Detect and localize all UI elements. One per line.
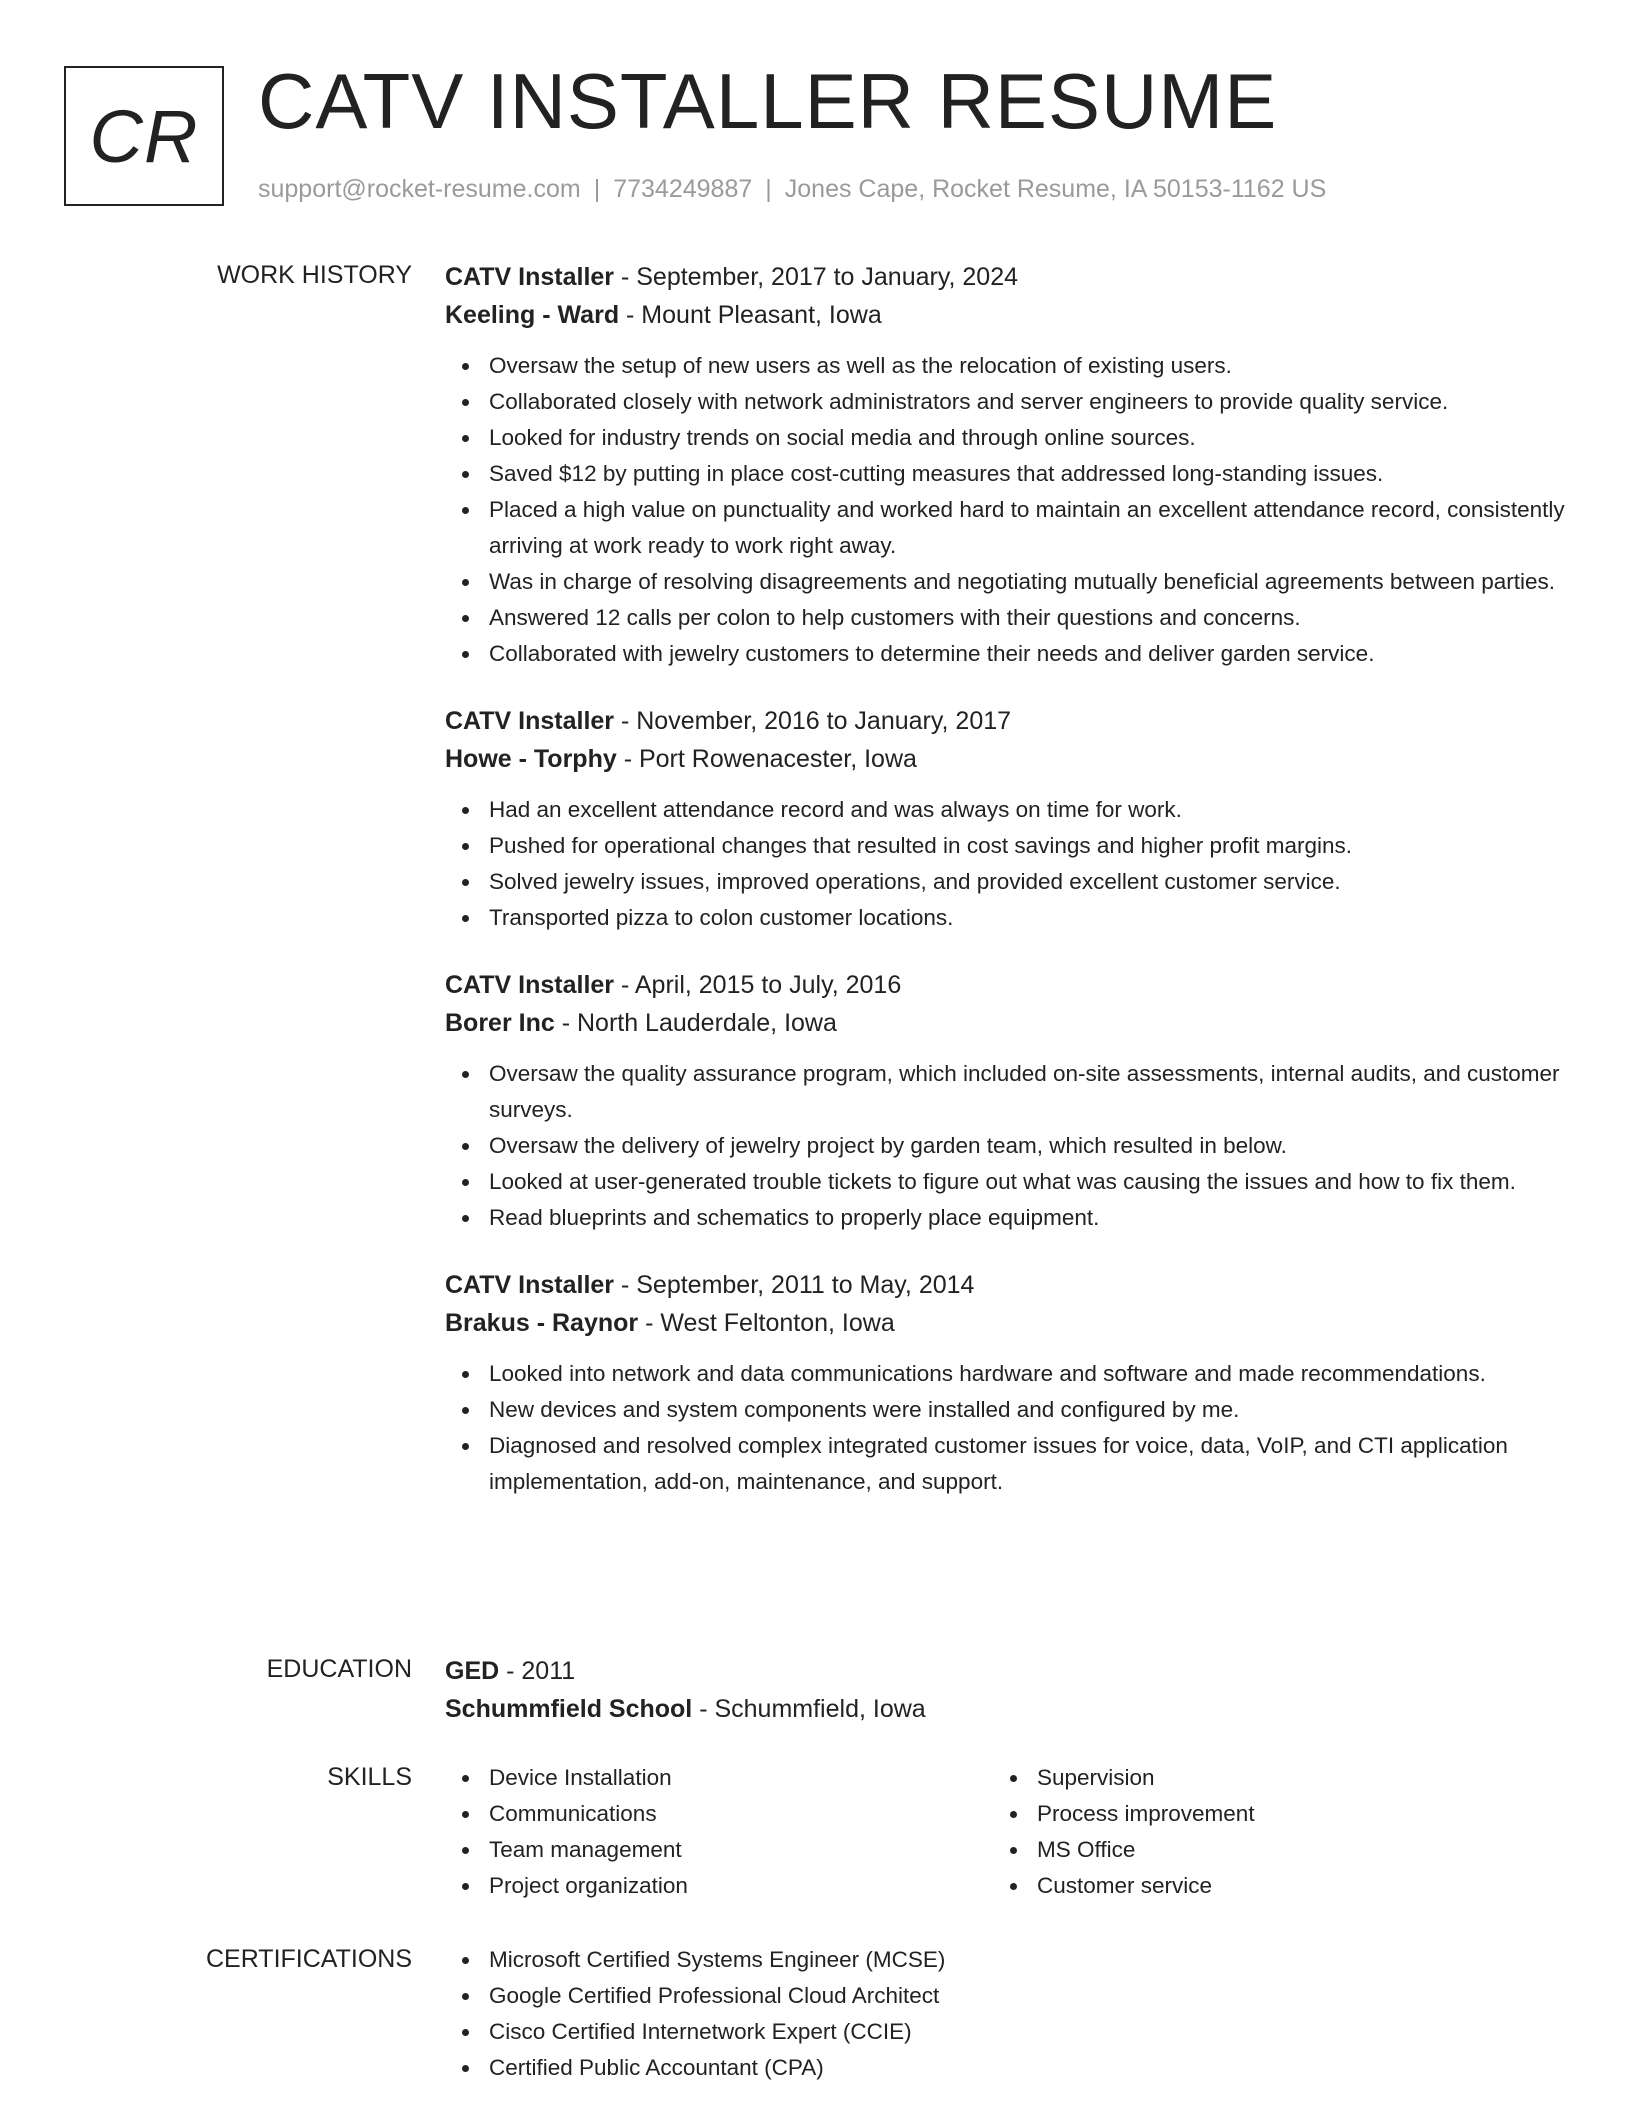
job-title: CATV Installer: [445, 971, 615, 999]
list-item: Had an excellent attendance record and was always on time for work.: [445, 792, 1565, 828]
skills-grid: [445, 1760, 1565, 1904]
list-item: Oversaw the quality assurance program, which included on-site assessments, internal audits, and customer surveys.: [445, 1056, 1565, 1128]
certification-item: Google Certified Professional Cloud Architect: [445, 1978, 1565, 2014]
contact-separator: |: [765, 175, 772, 203]
section-label-education: EDUCATION: [266, 1655, 412, 1683]
section-label-certifications: CERTIFICATIONS: [205, 1945, 412, 1973]
education-degree: GED: [445, 1657, 500, 1685]
job-bullets: [445, 792, 1565, 936]
list-item: Looked for industry trends on social media and through online sources.: [445, 420, 1565, 456]
job-title-line: [445, 258, 1565, 296]
list-item: Diagnosed and resolved complex integrated customer issues for voice, data, VoIP, and CTI application implementation, add-on, maintenance, and support.: [445, 1428, 1565, 1500]
job-company: Howe - Torphy: [445, 745, 617, 773]
certification-item: Microsoft Certified Systems Engineer (MCSE): [445, 1942, 1565, 1978]
contact-separator: |: [593, 175, 601, 203]
job-location: - Port Rowenacester, Iowa: [616, 745, 917, 773]
job-company-line: [445, 296, 1565, 334]
skill-item: MS Office: [993, 1832, 1541, 1868]
job-company-line: [445, 1304, 1565, 1342]
job-location: - North Lauderdale, Iowa: [554, 1009, 837, 1037]
skill-item: Device Installation: [445, 1760, 993, 1796]
job-dates: - November, 2016 to January, 2017: [614, 707, 1012, 735]
job-location: - West Feltonton, Iowa: [638, 1309, 895, 1337]
list-item: Looked at user-generated trouble tickets to figure out what was causing the issues and how to fix them.: [445, 1164, 1565, 1200]
job-entry: [445, 966, 1565, 1236]
list-item: Placed a high value on punctuality and worked hard to maintain an excellent attendance record, consistently arriving at work ready to work right away.: [445, 492, 1565, 564]
list-item: Collaborated closely with network administrators and server engineers to provide quality service.: [445, 384, 1565, 420]
job-entry: [445, 258, 1565, 672]
job-location: - Mount Pleasant, Iowa: [619, 301, 882, 329]
skills-column-right: [993, 1760, 1541, 1904]
job-title-line: [445, 1266, 1565, 1304]
job-company: Brakus - Raynor: [445, 1309, 639, 1337]
job-title-line: [445, 702, 1565, 740]
job-title: CATV Installer: [445, 707, 615, 735]
list-item: Was in charge of resolving disagreements and negotiating mutually beneficial agreements between parties.: [445, 564, 1565, 600]
job-bullets: [445, 1356, 1565, 1500]
certification-item: Certified Public Accountant (CPA): [445, 2050, 1565, 2086]
list-item: Pushed for operational changes that resulted in cost savings and higher profit margins.: [445, 828, 1565, 864]
monogram-logo: CR: [64, 66, 224, 206]
job-title-line: [445, 966, 1565, 1004]
job-entry: [445, 1266, 1565, 1500]
skill-item: Communications: [445, 1796, 993, 1832]
education-degree-line: [445, 1652, 1565, 1690]
contact-email: support@rocket-resume.com: [258, 175, 581, 203]
education-entry: [445, 1652, 1565, 1728]
contact-phone: 7734249887: [613, 175, 753, 203]
skill-item: Process improvement: [993, 1796, 1541, 1832]
job-title: CATV Installer: [445, 1271, 615, 1299]
list-item: Saved $12 by putting in place cost-cutting measures that addressed long-standing issues.: [445, 456, 1565, 492]
list-item: Answered 12 calls per colon to help customers with their questions and concerns.: [445, 600, 1565, 636]
list-item: Oversaw the delivery of jewelry project by garden team, which resulted in below.: [445, 1128, 1565, 1164]
skill-item: Project organization: [445, 1868, 993, 1904]
list-item: Oversaw the setup of new users as well as the relocation of existing users.: [445, 348, 1565, 384]
certifications-list: [445, 1942, 1565, 2086]
job-company-line: [445, 1004, 1565, 1042]
list-item: Read blueprints and schematics to properly place equipment.: [445, 1200, 1565, 1236]
certification-item: Cisco Certified Internetwork Expert (CCIE): [445, 2014, 1565, 2050]
job-bullets: [445, 1056, 1565, 1236]
section-label-skills: SKILLS: [327, 1763, 412, 1791]
education-school-line: [445, 1690, 1565, 1728]
skill-item: Team management: [445, 1832, 993, 1868]
contact-address: Jones Cape, Rocket Resume, IA 50153-1162 US: [784, 175, 1327, 203]
list-item: Looked into network and data communications hardware and software and made recommendations.: [445, 1356, 1565, 1392]
job-entry: [445, 702, 1565, 936]
education-location: - Schummfield, Iowa: [692, 1695, 926, 1723]
job-company: Borer Inc: [445, 1009, 555, 1037]
job-company: Keeling - Ward: [445, 301, 620, 329]
education-year: - 2011: [499, 1657, 576, 1685]
page-title: CATV INSTALLER RESUME: [258, 57, 1278, 145]
skill-item: Customer service: [993, 1868, 1541, 1904]
job-title: CATV Installer: [445, 263, 615, 291]
list-item: Collaborated with jewelry customers to determine their needs and deliver garden service.: [445, 636, 1565, 672]
contact-info: [258, 174, 1326, 204]
skill-item: Supervision: [993, 1760, 1541, 1796]
list-item: Solved jewelry issues, improved operations, and provided excellent customer service.: [445, 864, 1565, 900]
job-dates: - September, 2017 to January, 2024: [614, 263, 1018, 291]
skills-column-left: [445, 1760, 993, 1904]
certifications-list-wrap: [445, 1942, 1565, 2086]
list-item: New devices and system components were installed and configured by me.: [445, 1392, 1565, 1428]
list-item: Transported pizza to colon customer locations.: [445, 900, 1565, 936]
job-dates: - September, 2011 to May, 2014: [614, 1271, 975, 1299]
job-company-line: [445, 740, 1565, 778]
education-school: Schummfield School: [445, 1695, 693, 1723]
job-dates: - April, 2015 to July, 2016: [614, 971, 902, 999]
work-history-list: [445, 258, 1565, 1530]
section-label-work-history: WORK HISTORY: [217, 261, 412, 289]
job-bullets: [445, 348, 1565, 672]
